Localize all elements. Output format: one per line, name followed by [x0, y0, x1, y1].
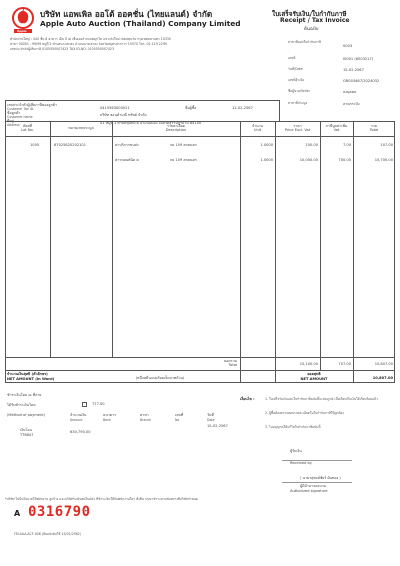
row1-vat: 7.00: [342, 143, 351, 147]
sum-label-en: Total: [228, 363, 237, 368]
col-divider: [50, 121, 51, 357]
transfer-date: 15-02-2567: [207, 424, 228, 428]
meta-seller-value: ลงบุคคล: [343, 90, 357, 94]
authorized-line: [282, 482, 352, 483]
customer-taxid-value: 0415563000021: [100, 106, 130, 110]
header-unit-th: จำนวน: [251, 124, 264, 128]
row1-desc: ค่าบริการขนส่ง: [115, 143, 139, 147]
meta-ref-label: เลขที่อ้างอิง: [288, 78, 305, 82]
customer-addr-value: 41 หมู่ที่ 1 ตำบลขุนทะเล อำเภอเมือง จังหวัดสุราษฎร์ธานี 84100: [100, 121, 202, 125]
customer-name-label: ชื่อลูกค้า: [7, 111, 21, 115]
received-label: ผู้รับเงิน: [290, 449, 302, 453]
sum-total: 10,807.00: [374, 362, 393, 366]
row2-unit: 1.0000: [260, 158, 273, 162]
company-name-en: Apple Auto Auction (Thailand) Company Limited: [40, 19, 241, 28]
words-value: (หนึ่งหมื่นแปดร้อยเจ็ดบาทถ้วน): [135, 376, 185, 380]
header-price-th: ราคา: [293, 124, 302, 128]
payment-method-label-en: (Method of payment): [7, 413, 46, 417]
cash-amount: 777.00: [92, 402, 105, 406]
payment-title: ชำระเงินโดย ณ ที่ถ่าย: [7, 393, 42, 397]
customer-taxid-label: เลขประจำตัวผู้เสียภาษีของลูกค้า: [7, 103, 58, 107]
meta-branch-label: สาขาที่ออกใบกำกับภาษี: [288, 40, 321, 44]
header-vat-en: Vat: [333, 128, 340, 133]
row1-desc2: กย 109 สกลนคร: [170, 143, 197, 147]
net-label: ยอดสุทธิ: [307, 372, 321, 376]
pay-col-date: วันที่: [207, 413, 214, 417]
header-lot: [5, 124, 50, 133]
transfer-label: เงินโอน: [20, 428, 32, 432]
transfer-amount: 630,790.00: [70, 430, 91, 434]
row1-price: 100.00: [305, 143, 318, 147]
payment-method-label: ได้รับชำระเงินโดย: [7, 403, 36, 407]
pay-col-amount: จำนวนเงิน: [70, 413, 87, 417]
header-auction-no: [50, 126, 112, 130]
header-desc-th: รายละเอียด: [166, 124, 185, 128]
cash-checkbox[interactable]: [82, 402, 87, 407]
meta-no-value: I0001 (6003217): [343, 57, 374, 61]
header-price-en: Price Excl. Vat: [284, 128, 311, 133]
customer-branch-label: ชื่อผู้ซื้อ: [185, 106, 197, 110]
customer-addr-label: ที่อยู่: [7, 119, 14, 123]
header-auction-no-th: หมายเลขประมูล: [68, 126, 94, 130]
header-desc: [112, 124, 240, 133]
customer-name-value: บริษัท ฮอนด้ามณี ทรัพย์ จำกัด: [100, 113, 147, 117]
customer-branch-date: 12-02-2567: [232, 106, 253, 110]
net-label-en: NET AMOUNT: [300, 377, 328, 381]
sum-vat: 707.00: [338, 362, 351, 366]
form-code: FM-AAA-ACF-006 (มีผลบังคับใช้ 15/01/2562): [14, 532, 82, 536]
words-label: จำนวนเงินสุทธิ (ตัวอักษร): [7, 372, 48, 376]
header-unit-en: Unit: [253, 128, 262, 133]
authorized-label: ผู้มีอำนาจลงนาม: [300, 484, 327, 488]
meta-date-value: 15-02-2567: [343, 68, 364, 72]
header-total: [353, 124, 395, 133]
logo-text: Apple: [17, 29, 27, 33]
condition-item-1: 1. ใบเสร็จรับเงินและใบกำกับภาษีฉบับนี้จะสมบูรณ์ เมื่อเรียกเก็บเงินได้เรียบร้อยแล้ว: [265, 397, 378, 401]
transfer-ref: TT8847: [20, 433, 34, 437]
company-tax-id: เลขประจำตัวผู้เสียภาษี 0105550007423 TAX ID.NO. 0105550007423: [10, 47, 114, 51]
header-unit: [240, 124, 275, 133]
meta-auction-branch-label: สาขาที่ประมูล: [288, 101, 308, 105]
pay-col-branch-en: Branch: [140, 418, 152, 422]
customer-addr-label-en: Address: [7, 123, 20, 127]
col-divider: [112, 121, 113, 357]
row2-vat: 700.00: [338, 158, 351, 162]
company-branch: สาขา 00001 : 99/99 หมู่ที่ 2 ตำบลบางเสาธง อำเภอบางเสาธง จังหวัดสมุทรปราการ 10570 โทร. 02-119 2299: [10, 42, 167, 46]
table-header-divider: [5, 136, 395, 137]
header-lot-th: ล๊อตที่: [22, 124, 33, 128]
doc-original: ต้นฉบับ: [304, 27, 319, 32]
pay-col-bank-en: Bank: [103, 418, 112, 422]
header-total-en: Total: [369, 128, 379, 133]
meta-no-label: เลขที่: [288, 56, 296, 60]
doc-title-th: ใบเสร็จรับเงิน/ใบกำกับภาษี: [272, 10, 347, 18]
header-vat-th: ภาษีมูลค่าเพิ่ม: [325, 124, 348, 128]
serial-prefix: A: [14, 509, 21, 518]
authorized-name: ( นายวสุพงษ์ชัยร์ ผันทอง ): [300, 476, 341, 480]
header-price: [275, 124, 320, 133]
words-label-en: NET AMOUNT (In Word): [7, 377, 55, 381]
table-sum-divider: [5, 357, 395, 358]
received-label-en: Received by: [290, 461, 312, 465]
meta-auction-branch-value: ลาดกระบัง: [343, 102, 360, 106]
meta-ref-value: GR003467/2024032: [343, 79, 380, 83]
meta-seller-label: ชื่อผู้ขาย/Seller: [288, 89, 310, 93]
pay-col-no: เลขที่: [175, 413, 184, 417]
condition-item-2: 2. ผู้ซื้อต้องตรวจสอบรายละเอียดในใบกำกับภาษีให้ถูกต้อง: [265, 411, 344, 415]
sum-label-th: ยอดรวม: [224, 359, 237, 363]
header-total-th: รวม: [370, 124, 378, 128]
row1-lot: 1005: [30, 143, 40, 147]
pay-col-branch: สาขา: [140, 413, 149, 417]
row1-auction-no: 67025820202101: [54, 143, 87, 147]
table-net-divider: [5, 370, 395, 371]
meta-date-label: วันที่/Date: [288, 67, 303, 71]
row1-total: 107.00: [380, 143, 393, 147]
row2-desc: ค่ารถยนต์นัด ค: [115, 158, 139, 162]
footer-note: *บริษัท ไม่มีนโยบายให้พนักงาน ลูกจ้าง และบริษัทรับเงินสดในบัตร ที่ชำระเงินให้กับพนักงานใดๆ ทั้งสิ้น กรุณาชำระตามช่องทางที่บริษัทกำหนด: [5, 497, 198, 501]
row2-price: 10,000.00: [299, 158, 318, 162]
conditions-title: เงื่อนไข :: [240, 397, 255, 401]
header-lot-en: Lot No.: [21, 128, 34, 133]
row1-unit: 1.0000: [260, 143, 273, 147]
sum-price: 10,100.00: [299, 362, 318, 366]
pay-col-date-en: Date: [207, 418, 215, 422]
pay-col-no-en: No: [175, 418, 180, 422]
customer-taxid-label-en: Customer Tax ID.: [7, 107, 35, 111]
header-desc-en: Description: [165, 128, 187, 133]
condition-item-3: 3. ไม่อนุญาตให้แก้ไขใบกำกับภาษีฉบับนี้: [265, 425, 321, 429]
serial-number: 0316790: [28, 504, 91, 520]
row2-desc2: กย 109 สกลนคร: [170, 158, 197, 162]
company-address: สำนักงานใหญ่ : 444 ชั้น 8 อาคาร เอ็ม บี เค เซ็นเตอร์ ถนนพญาไท แขวงวังใหม่ เขตปทุมวัน กรุงเทพมหานคร 10330: [10, 37, 171, 41]
net-value: 10,807.00: [372, 376, 393, 380]
row2-total: 10,700.00: [374, 158, 393, 162]
doc-title-en: Receipt / Tax Invoice: [280, 17, 350, 24]
pay-col-amount-en: Amount: [70, 418, 83, 422]
header-vat: [320, 124, 353, 133]
authorized-label-en: Authorized signature: [290, 489, 328, 493]
sum-label: [160, 359, 237, 368]
pay-col-bank: ธนาคาร: [103, 413, 117, 417]
company-name-th: บริษัท แอพเพิล ออโต้ ออคชั่น (ไทยแลนด์) จำกัด: [40, 9, 213, 19]
company-logo: [10, 5, 36, 35]
meta-branch-value: 0003: [343, 44, 353, 48]
customer-name-label-en: Customer name: [7, 115, 33, 119]
